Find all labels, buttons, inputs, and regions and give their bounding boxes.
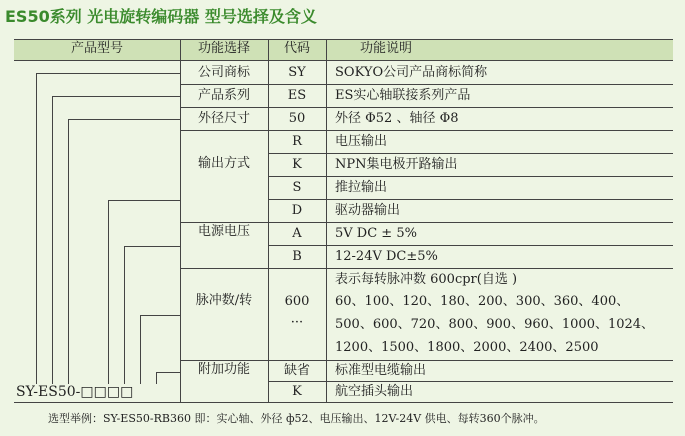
- description-cell: 12-24V DC±5%: [335, 249, 438, 264]
- function-voltage: 电源电压: [197, 224, 250, 239]
- code-cell: SY: [288, 65, 306, 80]
- description-line: 表示每转脉冲数 600cpr(自选 ): [335, 272, 518, 287]
- description-line: 60、100、120、180、200、300、360、400、: [335, 294, 630, 309]
- row-divider: [180, 222, 673, 223]
- description-cell: 驱动器输出: [335, 203, 401, 218]
- bracket-line: [52, 96, 53, 384]
- bracket-line: [108, 200, 180, 201]
- row-divider: [180, 107, 673, 108]
- bracket-line: [156, 372, 180, 373]
- row-divider: [180, 130, 673, 131]
- description-cell: 推拉输出: [335, 180, 388, 195]
- row-divider: [268, 245, 673, 246]
- code-cell: K: [292, 384, 302, 399]
- bracket-line: [68, 119, 69, 384]
- function-extra: 附加功能: [197, 362, 250, 377]
- row-divider: [180, 84, 673, 85]
- bracket-line: [108, 200, 109, 384]
- code-cell: S: [292, 180, 302, 195]
- function-series: 产品系列: [197, 88, 250, 103]
- bracket-line: [156, 372, 157, 384]
- function-pulses: 脉冲数/转: [195, 293, 253, 308]
- function-size: 外径尺寸: [197, 111, 250, 126]
- bracket-line: [68, 119, 180, 120]
- code-cell: R: [292, 134, 302, 149]
- function-output: 输出方式: [197, 156, 250, 171]
- description-cell: 航空插头输出: [335, 384, 414, 399]
- bracket-line: [124, 246, 180, 247]
- model-code: SY-ES50-□□□□: [16, 384, 134, 400]
- bracket-line: [124, 246, 125, 384]
- description-line: 500、600、720、800、900、960、1000、1024、: [335, 317, 655, 332]
- code-cell: 600: [284, 294, 310, 309]
- header-function: 功能选择: [197, 41, 250, 56]
- bracket-line: [140, 315, 180, 316]
- row-divider: [268, 153, 673, 154]
- page-title: ES50系列 光电旋转编码器 型号选择及含义: [5, 7, 317, 26]
- description-cell: 电压输出: [335, 134, 388, 149]
- description-cell: NPN集电极开路输出: [335, 157, 458, 172]
- code-cell: ES: [287, 88, 307, 103]
- code-cell: D: [291, 203, 303, 218]
- bracket-line: [36, 73, 37, 384]
- column-divider: [326, 39, 327, 402]
- description-line: 1200、1500、1800、2000、2400、2500: [335, 340, 599, 355]
- bracket-line: [140, 315, 141, 384]
- row-divider: [180, 268, 673, 269]
- bracket-line: [52, 96, 180, 97]
- description-cell: ES实心轴联接系列产品: [335, 88, 471, 103]
- description-cell: 5V DC ± 5%: [335, 226, 417, 241]
- selection-example: 选型举例：SY-ES50-RB360 即：实心轴、外径 ф52、电压输出、12V-24V 供电、每转360个脉冲。: [48, 412, 545, 425]
- code-cell: ···: [290, 315, 304, 330]
- description-cell: SOKYO公司产品商标简称: [335, 65, 488, 80]
- row-divider: [268, 381, 673, 382]
- function-trademark: 公司商标: [197, 65, 250, 80]
- code-cell: B: [292, 249, 302, 264]
- row-divider: [268, 199, 673, 200]
- header-code: 代码: [283, 41, 310, 56]
- code-cell: A: [292, 226, 302, 241]
- code-cell: 缺省: [283, 363, 310, 378]
- description-cell: 标准型电缆输出: [335, 363, 427, 378]
- code-cell: 50: [288, 111, 306, 126]
- row-divider: [180, 360, 673, 361]
- header-description: 功能说明: [359, 41, 412, 56]
- table-bottom-border: [14, 402, 673, 403]
- row-divider: [268, 176, 673, 177]
- description-cell: 外径 Φ52 、轴径 Φ8: [335, 111, 459, 126]
- header-model: 产品型号: [70, 41, 123, 56]
- code-cell: K: [292, 157, 302, 172]
- bracket-line: [36, 73, 180, 74]
